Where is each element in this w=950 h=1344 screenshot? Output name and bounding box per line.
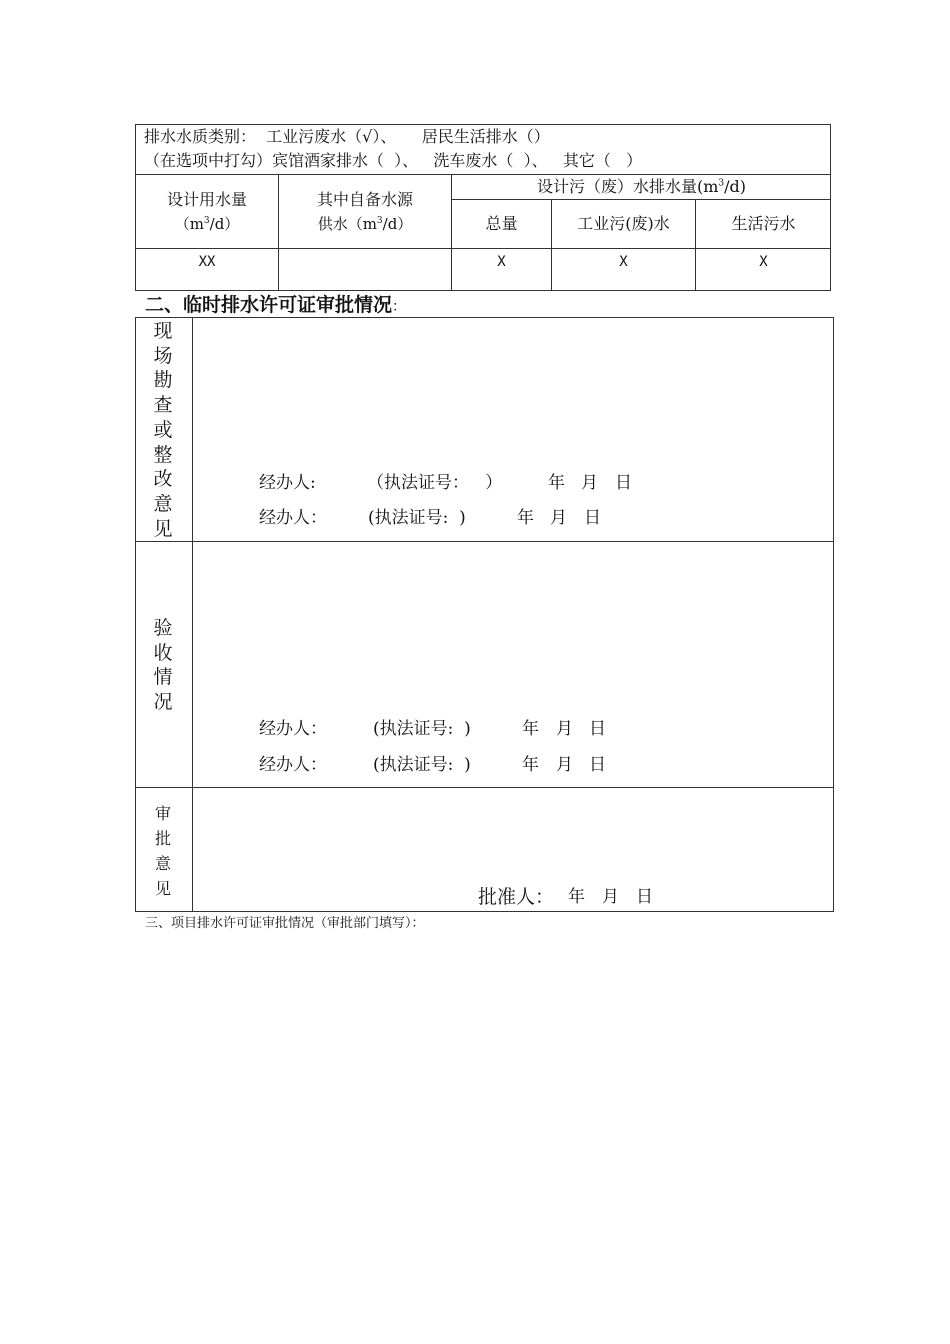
section2-title: 二、临时排水许可证审批情况： <box>145 294 407 316</box>
section3-title: 三、项目排水许可证审批情况（审批部门填写）： <box>145 916 425 931</box>
table-divider <box>551 199 552 291</box>
table-divider <box>135 174 831 175</box>
domestic-sewage-header: 生活污水 <box>731 214 796 233</box>
day-label: 日 <box>584 508 601 528</box>
total-value: X <box>497 254 506 270</box>
year-label: 年 <box>522 719 539 739</box>
label-column-divider <box>192 317 193 912</box>
handler-label: 经办人: <box>259 473 316 493</box>
table-divider <box>451 199 831 200</box>
month-label: 月 <box>550 508 567 528</box>
acceptance-status-label: 验 收 情 况 <box>153 617 173 714</box>
license-number: (执法证号: ) <box>373 719 471 739</box>
design-water-header: 设计用水量 $(m^3/d)$ <box>166 190 247 233</box>
handler-label: 经办人： <box>259 508 327 528</box>
license-number: (执法证号: ) <box>368 508 466 528</box>
design-water-value: XX <box>198 254 216 270</box>
year-label: 年 <box>548 473 565 493</box>
day-label: 日 <box>589 755 606 775</box>
day-label: 日 <box>589 719 606 739</box>
day-label: 日 <box>636 887 653 907</box>
month-label: 月 <box>556 719 573 739</box>
license-number: (执法证号: ) <box>373 755 471 775</box>
license-number: （执法证号： ） <box>367 473 503 493</box>
domestic-value: X <box>759 254 768 270</box>
table-divider <box>135 248 831 249</box>
table-divider <box>695 199 696 291</box>
design-discharge-header: 设计污（废）水排水量$(m^3/d)$ <box>536 177 747 196</box>
day-label: 日 <box>615 473 632 493</box>
handler-label: 经办人： <box>259 719 327 739</box>
approval-table <box>135 317 834 912</box>
month-label: 月 <box>602 887 619 907</box>
year-label: 年 <box>568 887 585 907</box>
row-divider <box>135 787 834 788</box>
survey-opinion-label: 现 场 勘 查 或 整 改 意 见 <box>153 320 173 540</box>
row-divider <box>135 541 834 542</box>
approval-opinion-label: 审 批 意 见 <box>154 804 171 898</box>
handler-label: 经办人： <box>259 755 327 775</box>
water-quality-options-line1: 排水水质类别： 工业污废水（√）、 居民生活排水（） <box>144 127 550 146</box>
month-label: 月 <box>556 755 573 775</box>
own-water-source-header: 其中自备水源 供水$(m^3/d)$ <box>316 190 413 233</box>
approver-label: 批准人： <box>478 886 555 908</box>
year-label: 年 <box>522 755 539 775</box>
total-header: 总量 <box>485 214 518 233</box>
year-label: 年 <box>517 508 534 528</box>
month-label: 月 <box>581 473 598 493</box>
industrial-value: X <box>619 254 628 270</box>
industrial-wastewater-header: 工业污(废)水 <box>577 214 670 233</box>
water-quality-options-line2: （在选项中打勾）宾馆酒家排水（ ）、 洗车废水（ ）、 其它（ ） <box>144 151 643 170</box>
